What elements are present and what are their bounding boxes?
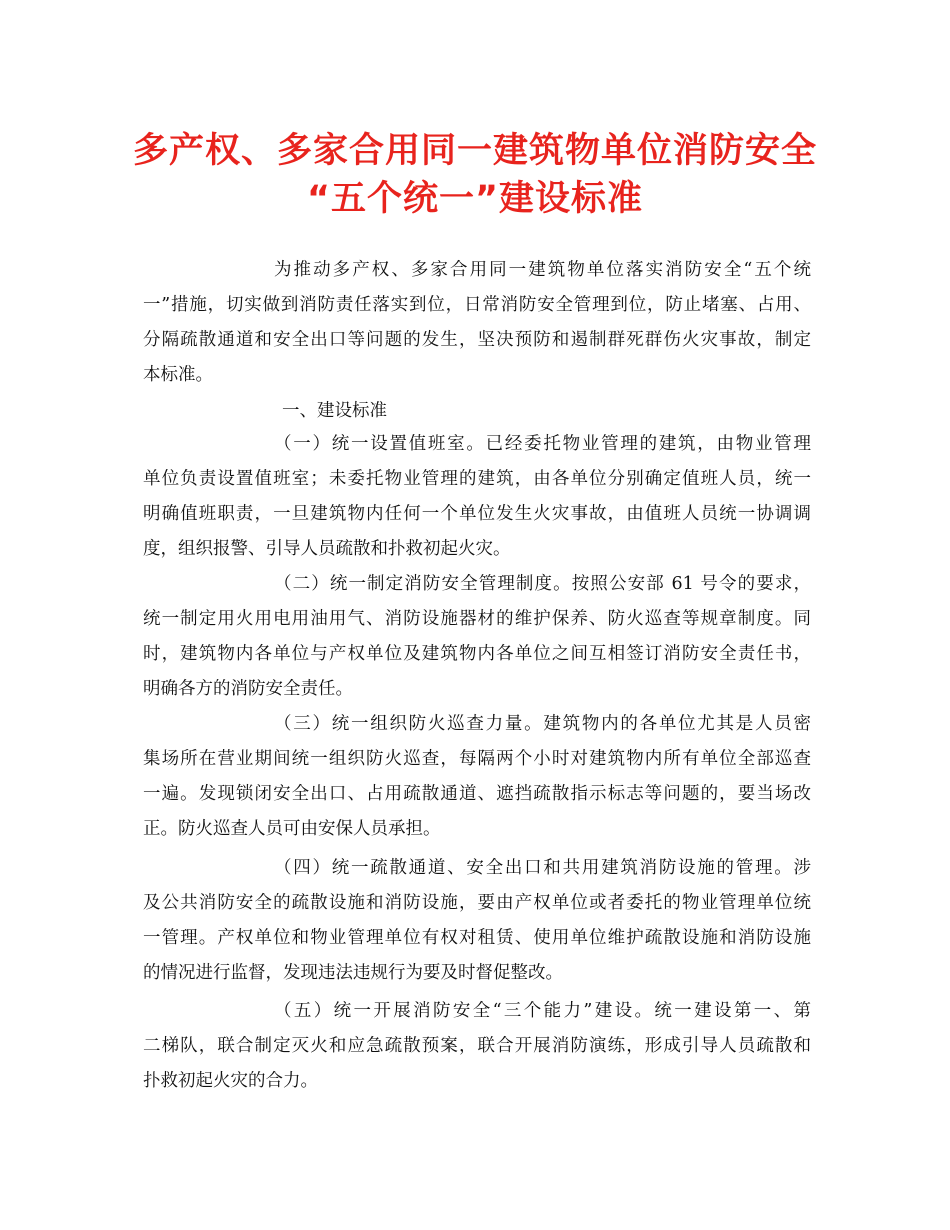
item-2-line: 时，建筑物内各单位与产权单位及建筑物内各单位之间互相签订消防安全责任书，: [143, 644, 811, 664]
item-4-line: 及公共消防安全的疏散设施和消防设施，要由产权单位或者委托的物业管理单位统: [143, 893, 811, 913]
item-5-line: 二梯队，联合制定灭火和应急疏散预案，联合开展消防演练，形成引导人员疏散和: [143, 1036, 811, 1056]
item-5-line: 扑救初起火灾的合力。: [143, 1071, 318, 1091]
item-3-line: 正。防火巡查人员可由安保人员承担。: [143, 819, 441, 839]
item-1-line: 明确值班职责，一旦建筑物内任何一个单位发生火灾事故，由值班人员统一协调调: [143, 504, 811, 524]
item-1-line: 单位负责设置值班室；未委托物业管理的建筑，由各单位分别确定值班人员，统一: [143, 469, 811, 489]
item-5-line: （五）统一开展消防安全“三个能力”建设。统一建设第一、第: [274, 1001, 811, 1021]
intro-line: 一”措施，切实做到消防责任落实到位，日常消防安全管理到位，防止堵塞、占用、: [143, 295, 811, 315]
intro-line: 为推动多产权、多家合用同一建筑物单位落实消防安全“五个统: [274, 260, 811, 280]
item-4-line: （四）统一疏散通道、安全出口和共用建筑消防设施的管理。涉: [274, 858, 811, 878]
item-1-line: 度，组织报警、引导人员疏散和扑救初起火灾。: [143, 539, 511, 559]
item-2-line: 明确各方的消防安全责任。: [143, 679, 353, 699]
item-1-line: （一）统一设置值班室。已经委托物业管理的建筑，由物业管理: [274, 434, 811, 454]
item-3-line: 一遍。发现锁闭安全出口、占用疏散通道、遮挡疏散指示标志等问题的，要当场改: [143, 784, 811, 804]
intro-line: 本标准。: [143, 365, 213, 385]
item-2-line: （二）统一制定消防安全管理制度。按照公安部 61 号令的要求，: [274, 574, 811, 594]
document-title-line-2: “五个统一”建设标准: [306, 179, 643, 219]
item-4-line: 的情况进行监督，发现违法违规行为要及时督促整改。: [143, 963, 563, 983]
intro-line: 分隔疏散通道和安全出口等问题的发生，坚决预防和遏制群死群伤火灾事故，制定: [143, 330, 811, 350]
section-heading: 一、建设标准: [282, 401, 387, 421]
item-3-line: 集场所在营业期间统一组织防火巡查，每隔两个小时对建筑物内所有单位全部巡查: [143, 749, 811, 769]
item-2-line: 统一制定用火用电用油用气、消防设施器材的维护保养、防火巡查等规章制度。同: [143, 609, 811, 629]
item-3-line: （三）统一组织防火巡查力量。建筑物内的各单位尤其是人员密: [274, 714, 811, 734]
document-title-line-1: 多产权、多家合用同一建筑物单位消防安全: [132, 131, 817, 171]
item-4-line: 一管理。产权单位和物业管理单位有权对租赁、使用单位维护疏散设施和消防设施: [143, 928, 811, 948]
